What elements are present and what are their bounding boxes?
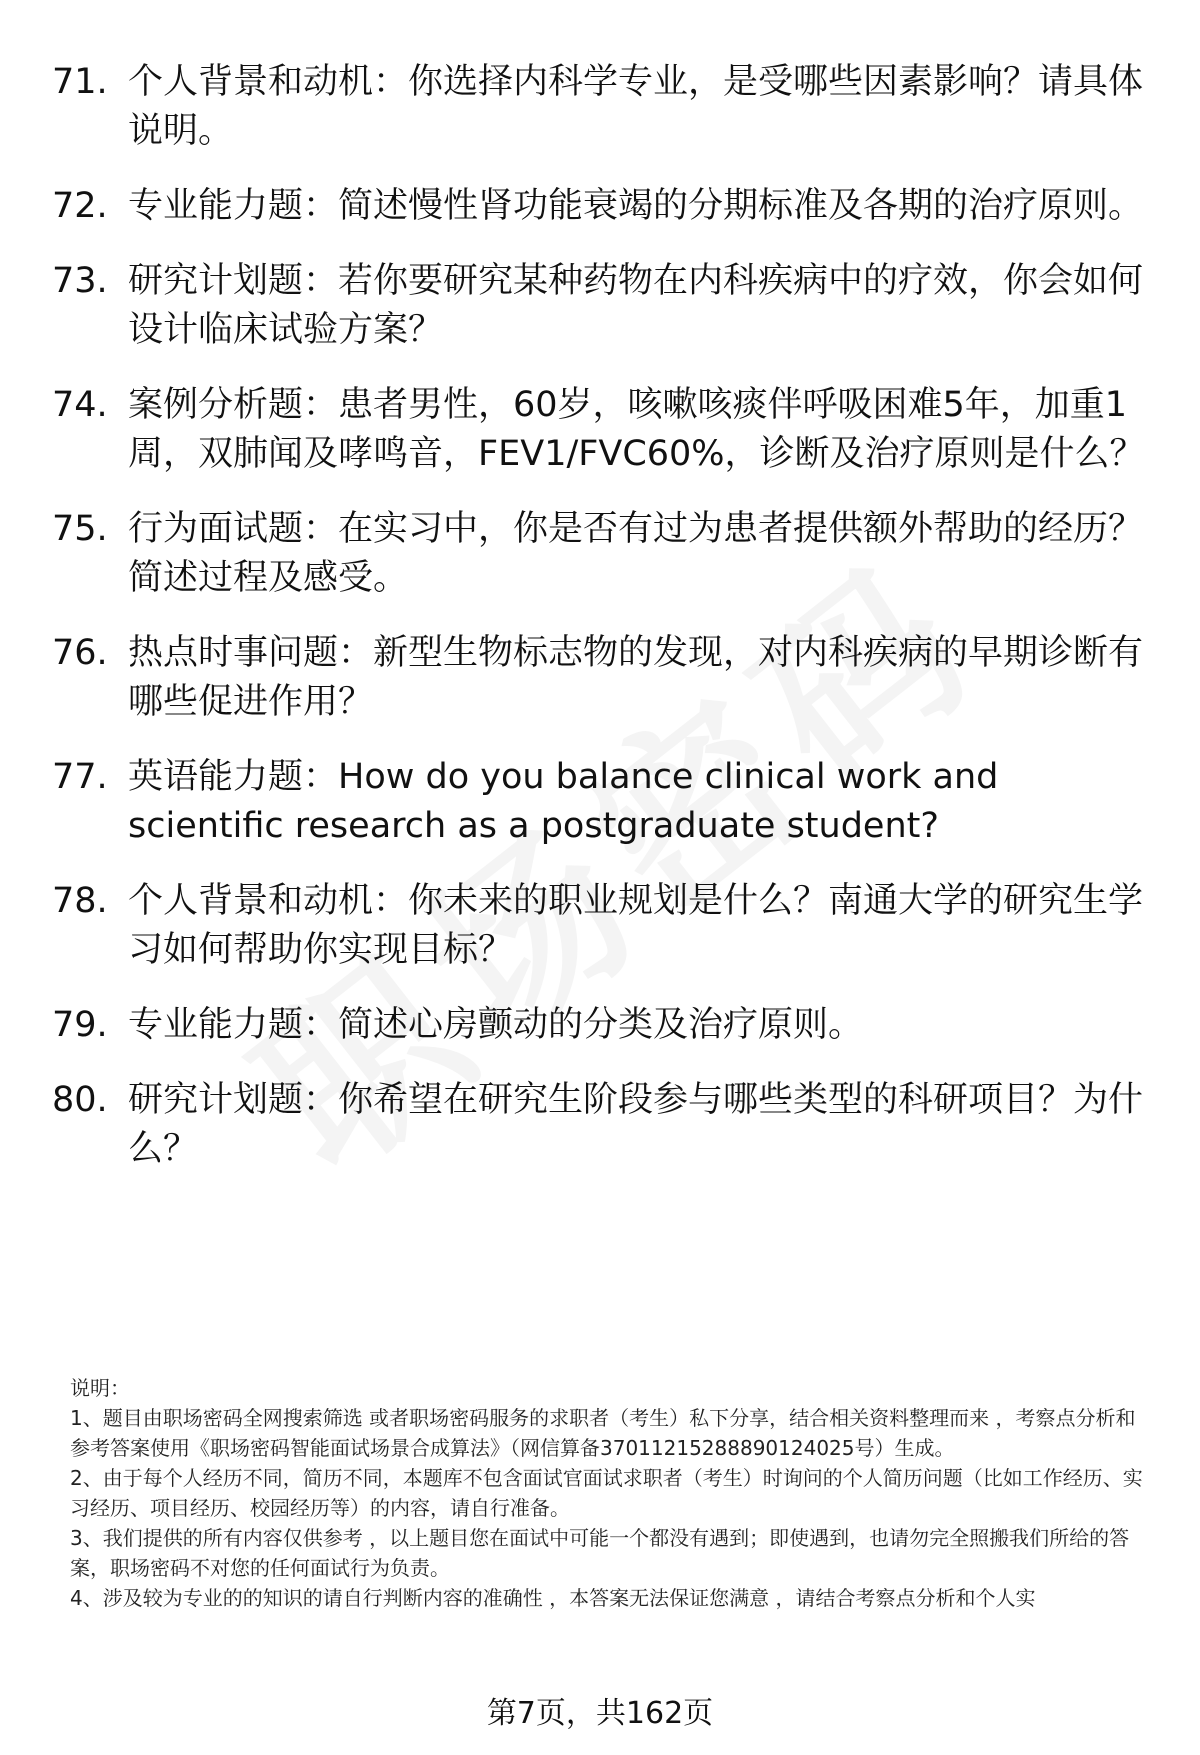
question-item (52, 1001, 1162, 1050)
question-number: 71. (52, 62, 108, 102)
question-number: 74. (52, 385, 108, 425)
question-text: 英语能力题：How do you balance clinical work and scientific research as a postgraduate student? (128, 757, 999, 846)
question-list (52, 58, 1162, 1200)
question-text: 专业能力题：简述心房颤动的分类及治疗原则。 (128, 1005, 864, 1045)
question-item (52, 381, 1162, 479)
question-number: 77. (52, 757, 108, 797)
question-text: 专业能力题：简述慢性肾功能衰竭的分期标准及各期的治疗原则。 (128, 186, 1144, 226)
question-item (52, 753, 1162, 851)
question-text: 行为面试题：在实习中，你是否有过为患者提供额外帮助的经历？简述过程及感受。 (128, 509, 1144, 598)
question-text: 研究计划题：若你要研究某种药物在内科疾病中的疗效，你会如何设计临床试验方案？ (128, 261, 1144, 350)
note-item: 3、我们提供的所有内容仅供参考 ，以上题目您在面试中可能一个都没有遇到；即使遇到，也请勿完全照搬我们所给的答案，职场密码不对您的任何面试行为负责。 (70, 1526, 1130, 1580)
question-item (52, 257, 1162, 355)
question-number: 78. (52, 881, 108, 921)
note-item: 4、涉及较为专业的的知识的请自行判断内容的准确性 ，本答案无法保证您满意 ，请结合考察点分析和个人实 (70, 1586, 1036, 1610)
question-item (52, 877, 1162, 975)
note-item: 2、由于每个人经历不同，简历不同，本题库不包含面试官面试求职者（考生）时询问的个人简历问题（比如工作经历、实习经历、项目经历、校园经历等）的内容，请自行准备。 (70, 1466, 1143, 1520)
notes-title: 说明： (70, 1376, 130, 1400)
question-number: 79. (52, 1005, 108, 1045)
question-item (52, 58, 1162, 156)
question-text: 个人背景和动机：你选择内科学专业，是受哪些因素影响？请具体说明。 (128, 62, 1144, 151)
question-item (52, 629, 1162, 727)
question-item (52, 182, 1162, 231)
question-text: 热点时事问题：新型生物标志物的发现，对内科疾病的早期诊断有哪些促进作用？ (128, 633, 1144, 722)
note-item: 1、题目由职场密码全网搜索筛选 或者职场密码服务的求职者（考生）私下分享，结合相关资料整理而来 ，考察点分析和参考答案使用《职场密码智能面试场景合成算法》（网信算备37011215288890124025号）生成。 (70, 1406, 1136, 1460)
question-number: 80. (52, 1080, 108, 1120)
question-number: 73. (52, 261, 108, 301)
question-number: 76. (52, 633, 108, 673)
question-text: 个人背景和动机：你未来的职业规划是什么？南通大学的研究生学习如何帮助你实现目标？ (128, 881, 1144, 970)
question-number: 72. (52, 186, 108, 226)
question-item (52, 1076, 1162, 1174)
question-text: 研究计划题：你希望在研究生阶段参与哪些类型的科研项目？为什么？ (128, 1080, 1144, 1169)
question-item (52, 505, 1162, 603)
question-text: 案例分析题：患者男性，60岁，咳嗽咳痰伴呼吸困难5年，加重1周，双肺闻及哮鸣音，FEV1/FVC60%，诊断及治疗原则是什么？ (128, 385, 1145, 474)
page-footer: 第7页，共162页 (486, 1696, 714, 1731)
question-number: 75. (52, 509, 108, 549)
notes-section (70, 1373, 1150, 1613)
